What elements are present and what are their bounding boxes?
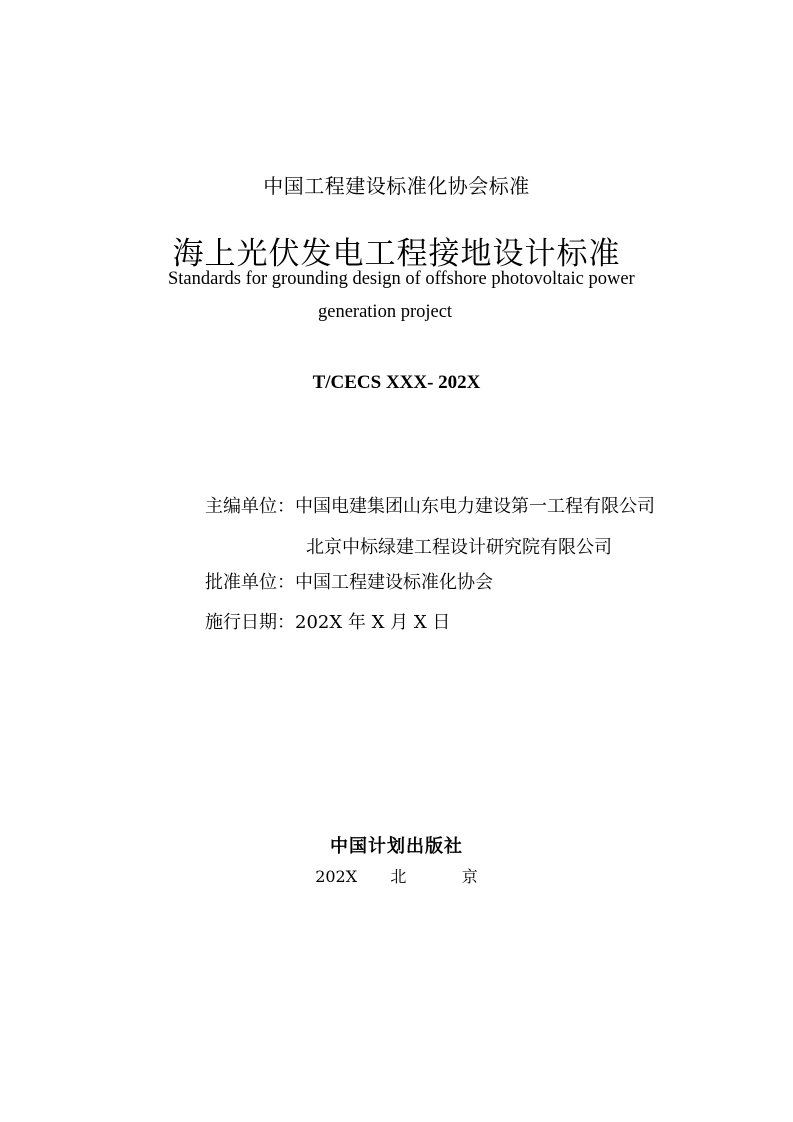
document-title-chinese: 海上光伏发电工程接地设计标准 — [172, 236, 621, 272]
editor-label: 主编单位： — [205, 496, 295, 517]
editor-row — [205, 492, 655, 518]
publisher-name: 中国计划出版社 — [330, 836, 463, 857]
approver-value: 中国工程建设标准化协会 — [295, 572, 493, 593]
standard-code: T/CECS XXX- 202X — [312, 372, 481, 393]
standard-series-title: 中国工程建设标准化协会标准 — [263, 174, 530, 198]
effective-date-label: 施行日期： — [205, 612, 295, 633]
document-title-english-line1: Standards for grounding design of offshore photovoltaic power — [168, 269, 635, 289]
approver-label: 批准单位： — [205, 572, 295, 593]
effective-date-value: 202X 年 X 月 X 日 — [295, 612, 451, 633]
editor-secondary: 北京中标绿建工程设计研究院有限公司 — [306, 537, 612, 558]
editor-primary: 中国电建集团山东电力建设第一工程有限公司 — [295, 496, 655, 517]
approver-row — [205, 568, 493, 594]
publication-year-place: 202X 北 京 — [315, 867, 478, 886]
effective-date-row — [205, 608, 450, 634]
document-title-english-line2: generation project — [318, 302, 453, 322]
